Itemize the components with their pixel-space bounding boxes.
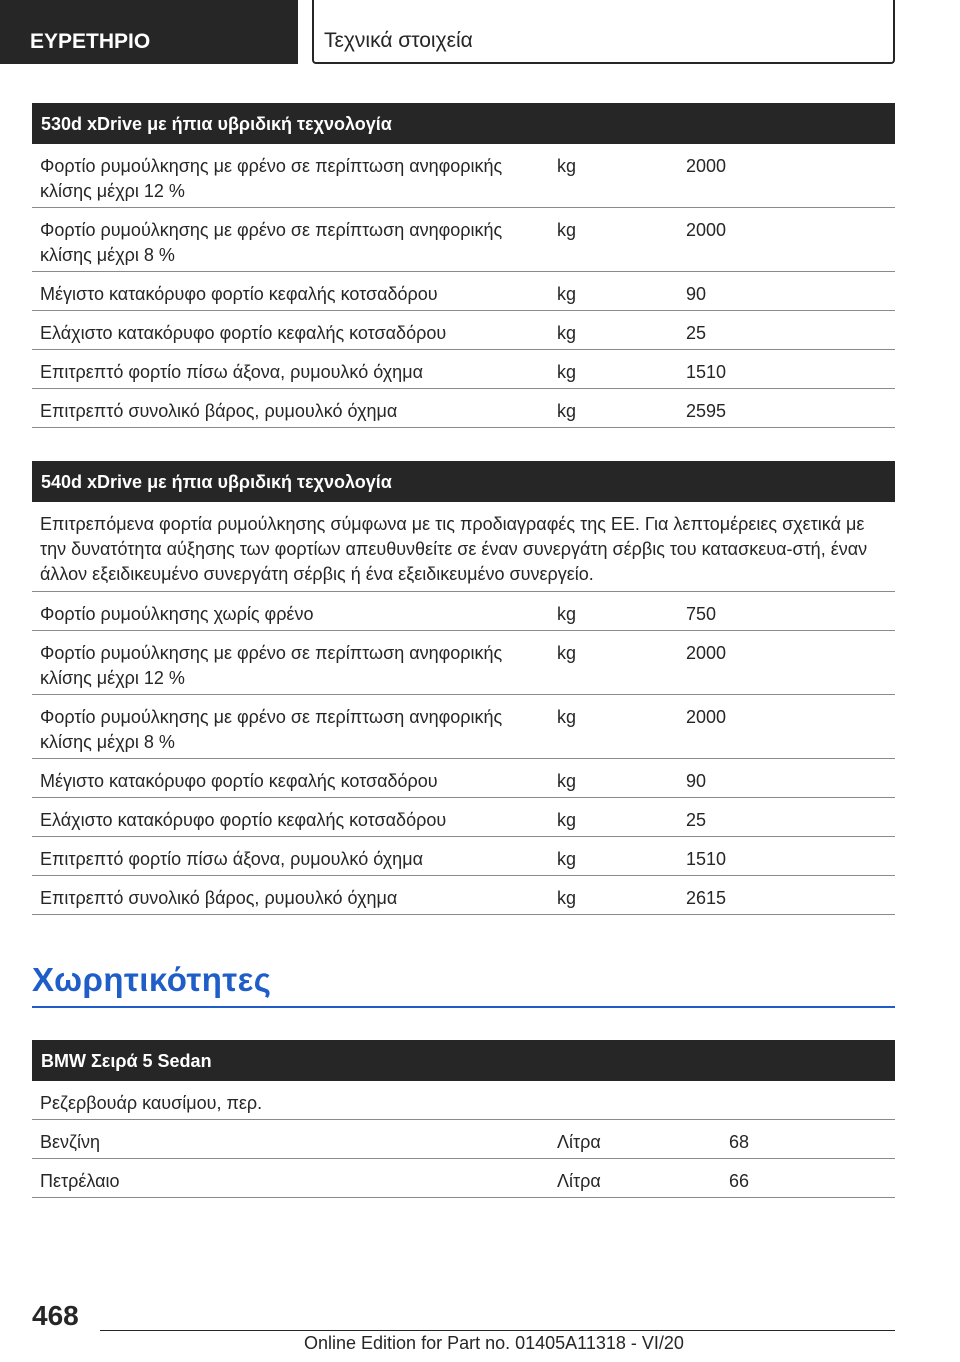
table-row: [32, 311, 895, 350]
row-label: Επιτρεπτό φορτίο πίσω άξονα, ρυμουλκό όχημα: [40, 849, 423, 869]
table-540d: [32, 461, 895, 915]
table-row: [32, 631, 895, 695]
table-row: [32, 208, 895, 272]
table-row: [32, 144, 895, 208]
table-row: [32, 798, 895, 837]
table-title: 540d xDrive με ήπια υβριδική τεχνολογία: [32, 461, 895, 502]
row-label: Επιτρεπτό φορτίο πίσω άξονα, ρυμουλκό όχημα: [40, 362, 423, 382]
index-tab[interactable]: ΕΥΡΕΤΗΡΙΟ: [0, 0, 298, 64]
table-row: [32, 272, 895, 311]
table-subheading-row: [32, 1081, 895, 1120]
section-heading: Χωρητικότητες: [32, 961, 272, 998]
row-unit: kg: [557, 888, 577, 908]
row-label: Φορτίο ρυμούλκησης με φρένο σε περίπτωση ανηφορικής κλίσης μέχρι 8 %: [40, 220, 503, 265]
table-row: [32, 837, 895, 876]
row-unit: kg: [557, 707, 577, 727]
row-unit: kg: [557, 323, 577, 343]
row-unit: kg: [557, 849, 577, 869]
row-value: 25: [686, 323, 707, 343]
row-unit: kg: [557, 284, 577, 304]
row-value: 66: [729, 1171, 750, 1191]
row-unit: kg: [557, 810, 577, 830]
table-row: [32, 350, 895, 389]
row-label: Φορτίο ρυμούλκησης με φρένο σε περίπτωση ανηφορικής κλίσης μέχρι 12 %: [40, 643, 503, 688]
row-label: Επιτρεπτό συνολικό βάρος, ρυμουλκό όχημα: [40, 888, 398, 908]
row-label: Επιτρεπτό συνολικό βάρος, ρυμουλκό όχημα: [40, 401, 398, 421]
page-header: [0, 0, 960, 66]
row-value: 90: [686, 284, 707, 304]
row-label: Φορτίο ρυμούλκησης χωρίς φρένο: [40, 604, 314, 624]
table-row: [32, 592, 895, 631]
footer-divider: [100, 1330, 895, 1331]
table-note-row: [32, 502, 895, 592]
row-value: 2000: [686, 156, 727, 176]
table-subheading: Ρεζερβουάρ καυσίμου, περ.: [40, 1093, 263, 1113]
row-label: Ελάχιστο κατακόρυφο φορτίο κεφαλής κοτσαδόρου: [40, 323, 447, 343]
row-label: Μέγιστο κατακόρυφο φορτίο κεφαλής κοτσαδόρου: [40, 771, 438, 791]
row-unit: kg: [557, 604, 577, 624]
row-unit: kg: [557, 362, 577, 382]
section-divider: [32, 1006, 895, 1008]
row-value: 2000: [686, 220, 727, 240]
row-label: Φορτίο ρυμούλκησης με φρένο σε περίπτωση ανηφορικής κλίσης μέχρι 12 %: [40, 156, 503, 201]
table-row: [32, 695, 895, 759]
row-value: 68: [729, 1132, 750, 1152]
row-value: 2000: [686, 707, 727, 727]
table-row: [32, 389, 895, 428]
row-unit: kg: [557, 771, 577, 791]
table-530d: [32, 103, 895, 428]
row-value: 1510: [686, 362, 727, 382]
row-value: 25: [686, 810, 707, 830]
table-row: [32, 1159, 895, 1198]
row-unit: kg: [557, 156, 577, 176]
table-capacities: [32, 1040, 895, 1198]
edition-link[interactable]: Online Edition for Part no. 01405A11318 - VI/20: [304, 1333, 684, 1353]
row-value: 1510: [686, 849, 727, 869]
row-value: 2595: [686, 401, 727, 421]
row-label: Ελάχιστο κατακόρυφο φορτίο κεφαλής κοτσαδόρου: [40, 810, 447, 830]
row-label: Μέγιστο κατακόρυφο φορτίο κεφαλής κοτσαδόρου: [40, 284, 438, 304]
table-title: 530d xDrive με ήπια υβριδική τεχνολογία: [32, 103, 895, 144]
row-value: 90: [686, 771, 707, 791]
section-tab[interactable]: Τεχνικά στοιχεία: [312, 0, 895, 64]
row-value: 2000: [686, 643, 727, 663]
table-row: [32, 876, 895, 915]
row-value: 2615: [686, 888, 727, 908]
row-unit: Λίτρα: [557, 1171, 601, 1191]
row-unit: Λίτρα: [557, 1132, 601, 1152]
row-value: 750: [686, 604, 717, 624]
row-label: Πετρέλαιο: [40, 1171, 120, 1191]
row-label: Φορτίο ρυμούλκησης με φρένο σε περίπτωση ανηφορικής κλίσης μέχρι 8 %: [40, 707, 503, 752]
row-unit: kg: [557, 220, 577, 240]
table-note: Επιτρεπόμενα φορτία ρυμούλκησης σύμφωνα με τις προδιαγραφές της ΕΕ. Για λεπτομέρειες σχετικά με την δυνατότητα αύξησης των φορτίων απευθυνθείτε σε έναν συνεργάτη σέρβις του κατασκευα-στή, έναν άλλον εξειδικευμένο συνεργάτη σέρβις ή ένα εξειδικευμένο συνεργείο.: [40, 514, 868, 584]
table-row: [32, 759, 895, 798]
row-label: Βενζίνη: [40, 1132, 100, 1152]
table-title: BMW Σειρά 5 Sedan: [32, 1040, 895, 1081]
row-unit: kg: [557, 643, 577, 663]
table-row: [32, 1120, 895, 1159]
row-unit: kg: [557, 401, 577, 421]
page-number: 468: [32, 1300, 79, 1331]
